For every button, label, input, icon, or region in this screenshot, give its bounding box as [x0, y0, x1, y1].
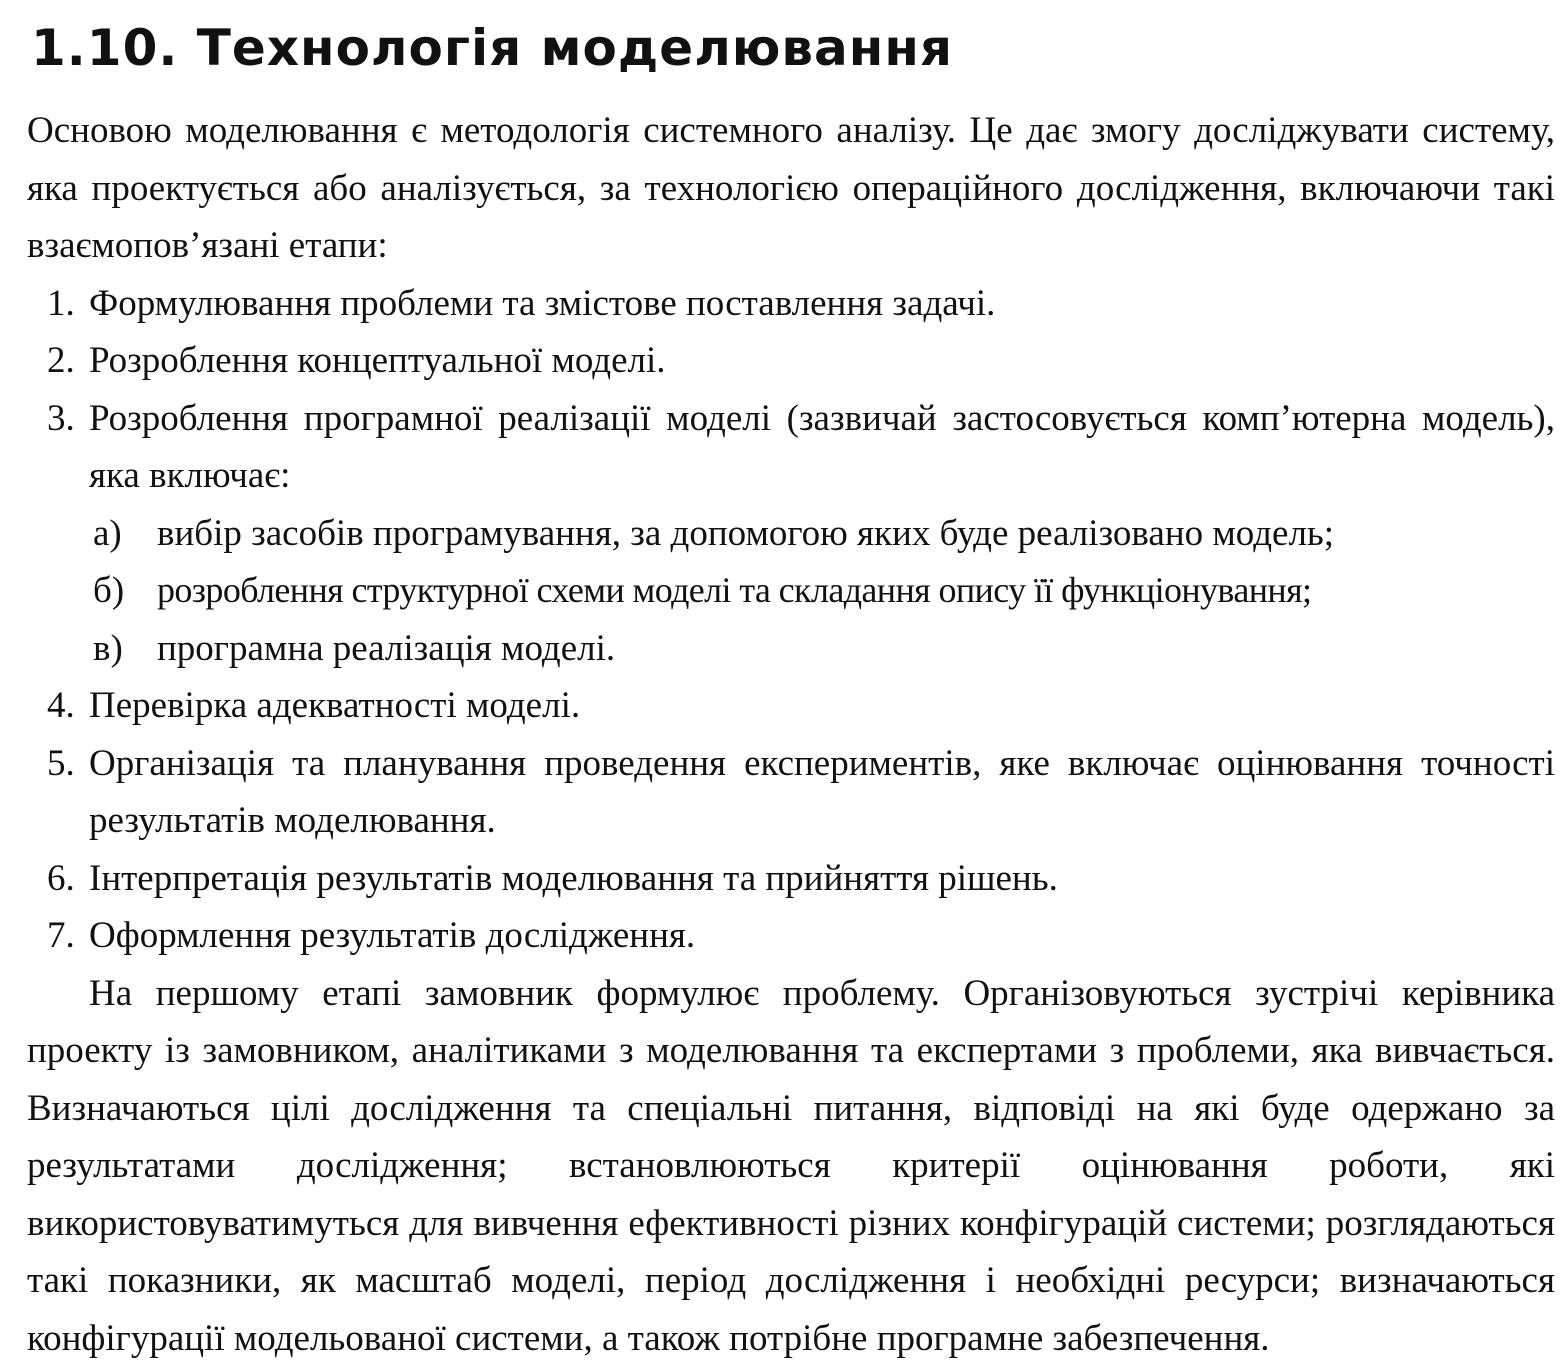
- list-item-step-1: [27, 275, 1555, 333]
- step-text: Розроблення програмної реалізації моделі (зазвичай застосовується комп’ютерна модель), яка включає:: [89, 398, 1555, 497]
- step-number: 2.: [47, 332, 75, 390]
- list-item-substep-c: [89, 620, 1555, 678]
- list-item-substep-a: [89, 505, 1555, 563]
- substep-letter: а): [93, 505, 122, 563]
- substeps-list: [89, 505, 1555, 678]
- closing-paragraph: На першому етапі замовник формулює проблему. Організовуються зустрічі керівника проекту із замовником, аналітиками з моделювання та експертами з проблеми, яка вивчається. Визначаються цілі дослідження та спеціальні питання, відповіді на які буде одержано за результатами дослідження; встановлюються критерії оцінювання роботи, які використовуватимуться для вивчення ефективності різних конфігурацій системи; розглядаються такі показники, як масштаб моделі, період дослідження і необхідні ресурси; визначаються конфігурації модельованої системи, а також потрібне програмне забезпечення.: [27, 965, 1555, 1367]
- step-text: Формулювання проблеми та змістове поставлення задачі.: [89, 283, 995, 324]
- step-text: Оформлення результатів дослідження.: [89, 915, 695, 956]
- steps-list: [27, 275, 1555, 965]
- document-body: [27, 102, 1555, 1367]
- substep-text: програмна реалізація моделі.: [157, 628, 615, 669]
- step-text: Організація та планування проведення експериментів, яке включає оцінювання точності результатів моделювання.: [89, 743, 1555, 842]
- list-item-step-2: [27, 332, 1555, 390]
- step-number: 5.: [47, 735, 75, 793]
- step-number: 7.: [47, 907, 75, 965]
- step-number: 3.: [47, 390, 75, 448]
- list-item-substep-b: [89, 562, 1555, 620]
- substep-text: розроблення структурної схеми моделі та складання опису її функціонування;: [157, 570, 1311, 610]
- list-item-step-7: [27, 907, 1555, 965]
- list-item-step-4: [27, 677, 1555, 735]
- section-title: 1.10. Технологія моделювання: [31, 18, 1555, 78]
- list-item-step-6: [27, 850, 1555, 908]
- step-text: Перевірка адекватності моделі.: [89, 685, 580, 726]
- list-item-step-5: [27, 735, 1555, 850]
- step-text: Інтерпретація результатів моделювання та прийняття рішень.: [89, 858, 1058, 899]
- step-number: 6.: [47, 850, 75, 908]
- step-number: 1.: [47, 275, 75, 333]
- substep-letter: б): [93, 562, 124, 620]
- list-item-step-3: [27, 390, 1555, 678]
- substep-letter: в): [93, 620, 123, 678]
- intro-paragraph: Основою моделювання є методологія системного аналізу. Це дає змогу досліджувати систему, яка проектується або аналізується, за технологією операційного дослідження, включаючи такі взаємопов’язані етапи:: [27, 102, 1555, 275]
- substep-text: вибір засобів програмування, за допомогою яких буде реалізовано модель;: [157, 513, 1334, 554]
- step-text: Розроблення концептуальної моделі.: [89, 340, 666, 381]
- step-number: 4.: [47, 677, 75, 735]
- document-page: [27, 18, 1555, 1367]
